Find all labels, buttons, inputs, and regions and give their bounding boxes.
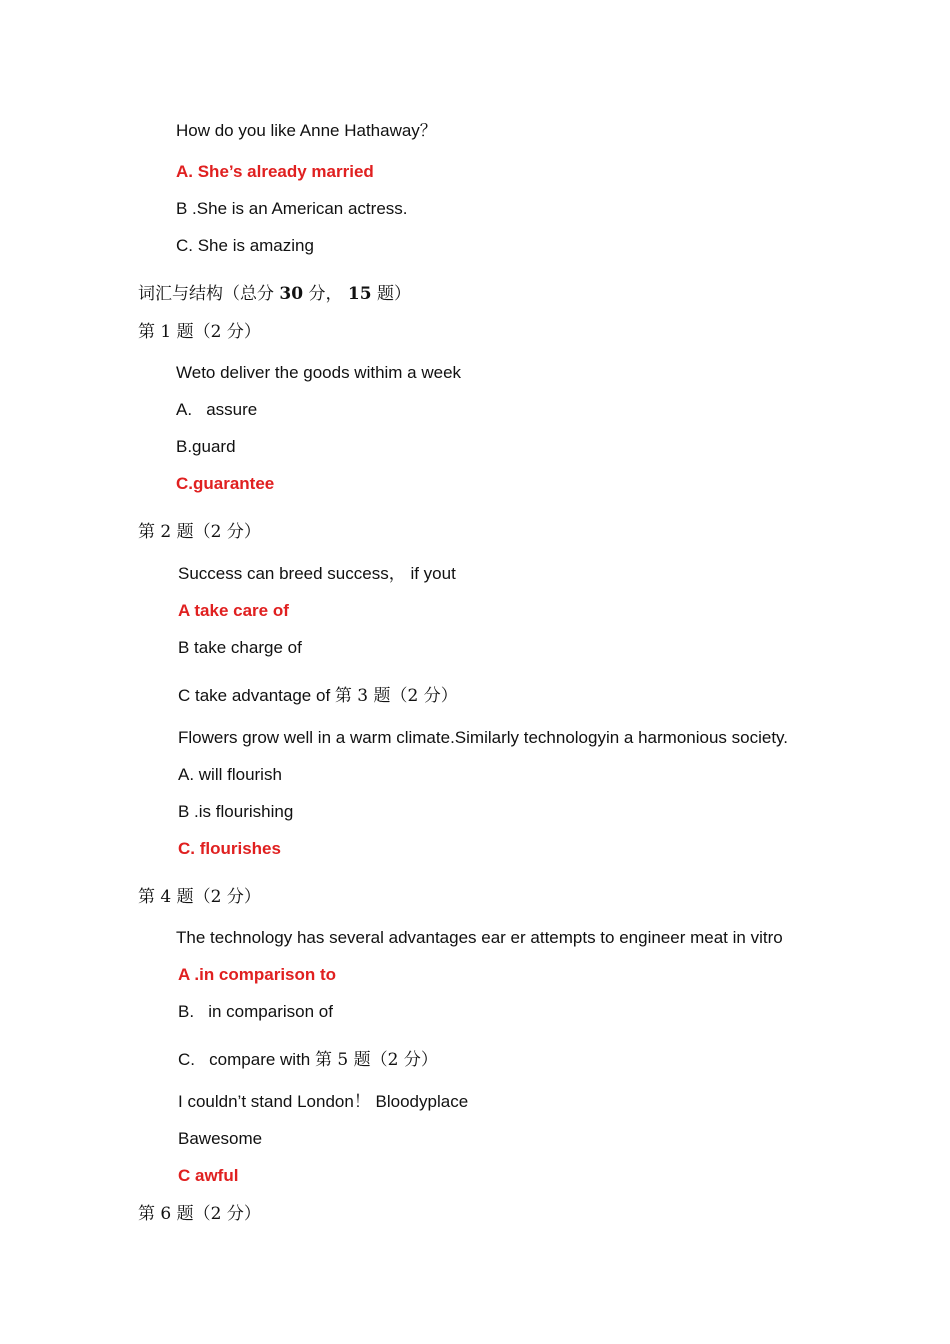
question-stem: The technology has several advantages ear er attempts to engineer meat in vitro (176, 928, 783, 947)
section-title-pre: 词汇与结构（总分 (138, 284, 274, 304)
option-a: A. will flourish (178, 765, 282, 784)
option-b: B .is flourishing (178, 802, 294, 821)
option-c: C. compare with (178, 1050, 311, 1069)
option-b: B take charge of (178, 638, 302, 657)
section-title-mid: 分， (308, 284, 343, 304)
option-c-correct: C awful (178, 1166, 239, 1185)
option-b: B.guard (176, 437, 236, 456)
question-header: 第 4 题（2 分） (138, 887, 261, 907)
option-c-correct: C. flourishes (178, 839, 281, 858)
section-total-score: 30 (279, 284, 304, 304)
question-header: 第 3 题（2 分） (334, 686, 458, 706)
section-heading (138, 283, 411, 305)
question-header: 第 6 题（2 分） (138, 1204, 261, 1224)
option-a: A. assure (176, 400, 258, 419)
question-stem: Weto deliver the goods withim a week (176, 363, 462, 382)
question-stem: Flowers grow well in a warm climate.Similarly technologyin a harmonious society. (178, 728, 789, 747)
question-header: 第 2 题（2 分） (138, 522, 261, 542)
question-stem: Success can breed success， if yout (178, 564, 456, 583)
option-a-correct: A. She’s already married (176, 162, 374, 181)
option-c: C take advantage of (178, 686, 331, 705)
option-c: C. She is amazing (176, 236, 314, 255)
question-header: 第 5 题（2 分） (315, 1050, 438, 1070)
section-question-count: 15 (347, 284, 372, 304)
option-b: B. in comparison of (178, 1002, 333, 1021)
question-stem: I couldn’t stand London！ Bloodyplace (178, 1092, 469, 1111)
question-header: 第 1 题（2 分） (138, 322, 261, 342)
option-a-correct: A take care of (178, 601, 289, 620)
section-title-post: 题） (376, 284, 411, 304)
question-stem: How do you like Anne Hathaway？ (176, 121, 437, 140)
option-b: B .She is an American actress. (176, 199, 408, 218)
option-c-with-next-header (178, 685, 458, 707)
option-c-correct: C.guarantee (176, 474, 275, 493)
option-c-with-next-header (178, 1049, 438, 1071)
option-a-correct: A .in comparison to (178, 965, 337, 984)
option-b: Bawesome (178, 1129, 263, 1148)
